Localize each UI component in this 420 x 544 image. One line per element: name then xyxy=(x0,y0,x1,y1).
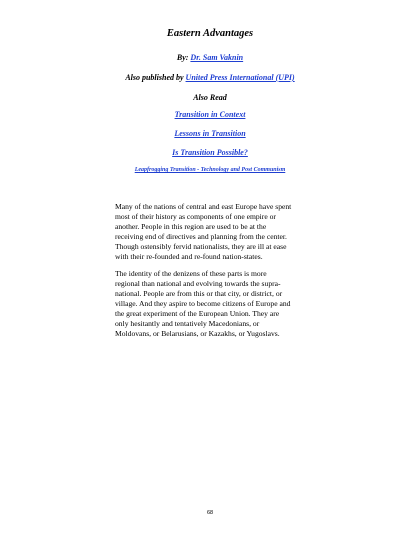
paragraph-line: The identity of the denizens of these parts is more xyxy=(115,269,267,278)
paragraph-line: Moldovans, or Belarusians, or Kazakhs, or Yugoslavs. xyxy=(115,329,280,338)
related-links-item xyxy=(0,110,420,119)
transition-in-context-link[interactable]: Transition in Context xyxy=(174,110,246,119)
paragraph-2 xyxy=(115,269,315,339)
byline xyxy=(0,53,420,62)
paragraph-line: village. And they aspire to become citizens of Europe and xyxy=(115,299,291,308)
related-links-item xyxy=(0,148,420,157)
paragraph-line: with their re-founded and re-found nation-states. xyxy=(115,252,263,261)
paragraph-line: receiving end of directives and planning from the center. xyxy=(115,232,287,241)
also-published-prefix: Also published by xyxy=(125,73,186,82)
author-link[interactable]: Dr. Sam Vaknin xyxy=(190,53,244,62)
upi-link[interactable]: United Press International (UPI) xyxy=(185,73,295,82)
page-title: Eastern Advantages xyxy=(166,28,254,39)
leapfrogging-transition-link[interactable]: Leapfrogging Transition - Technology and Post Communism xyxy=(134,167,286,173)
also-read-label: Also Read xyxy=(193,93,227,102)
paragraph-1 xyxy=(115,202,315,262)
paragraph-line: Though ostensibly fervid nationalists, they are ill at ease xyxy=(115,242,287,251)
lessons-in-transition-link[interactable]: Lessons in Transition xyxy=(174,129,246,138)
paragraph-line: regional than national and evolving towards the supra- xyxy=(115,279,281,288)
related-links-item xyxy=(0,129,420,138)
paragraph-line: Many of the nations of central and east Europe have spent xyxy=(115,202,292,211)
paragraph-line: only hesitantly and tentatively Macedonians, or xyxy=(115,319,260,328)
byline-prefix: By: xyxy=(176,53,191,62)
paragraph-line: national. People are from this or that city, or district, or xyxy=(115,289,283,298)
paragraph-line: another. People in this region are used to be at the xyxy=(115,222,267,231)
paragraph-line: the great experiment of the European Union. They are xyxy=(115,309,280,318)
page-number: 68 xyxy=(206,510,214,516)
paragraph-line: most of their history as components of one empire or xyxy=(115,212,276,221)
related-links-item xyxy=(0,167,420,173)
is-transition-possible-link[interactable]: Is Transition Possible? xyxy=(172,148,248,157)
also-published-line xyxy=(0,73,420,82)
